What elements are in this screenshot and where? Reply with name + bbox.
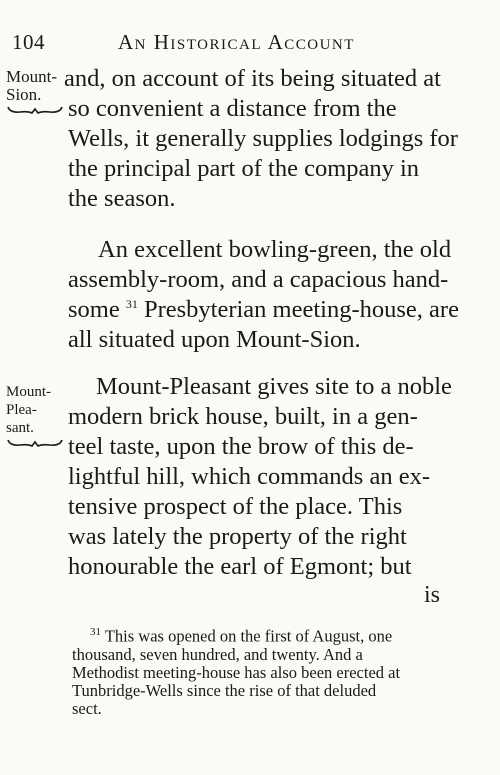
text-line: lightful hill, which commands an ex- <box>68 463 430 490</box>
footnote-line: Tunbridge-Wells since the rise of that deluded <box>72 680 377 700</box>
margin-note-line: sant. <box>6 420 34 436</box>
page-number: 104 <box>12 30 45 54</box>
footnote-line: thousand, seven hundred, and twenty. And a <box>72 644 363 664</box>
footnote-marker: 31 <box>90 626 101 638</box>
text-line <box>68 295 459 325</box>
footnote-reference[interactable]: 31 <box>125 296 138 311</box>
running-title: An Historical Account <box>118 30 355 54</box>
margin-note-mount-sion <box>6 68 64 116</box>
text-fragment: some <box>68 296 120 323</box>
text-line: tensive prospect of the place. This <box>68 493 403 520</box>
text-line: Wells, it generally supplies lodgings for <box>68 125 458 152</box>
text-line: so convenient a distance from the <box>68 95 397 122</box>
swash-ornament-icon <box>6 437 64 449</box>
margin-note-line: Plea- <box>6 402 37 418</box>
text-line: Mount-Pleasant gives site to a noble <box>96 373 452 400</box>
margin-note-line: Mount- <box>6 67 57 86</box>
margin-note-line: Mount- <box>6 384 51 400</box>
text-line: was lately the property of the right <box>68 523 407 550</box>
text-line: the principal part of the company in <box>68 155 420 182</box>
text-line: and, on account of its being situated at <box>64 65 441 92</box>
text-line: An excellent bowling-green, the old <box>98 236 452 263</box>
catchword: is <box>423 582 440 608</box>
swash-ornament-icon <box>6 104 64 116</box>
footnote <box>72 623 462 718</box>
footnote-line: Methodist meeting-house has also been erected at <box>72 662 401 682</box>
footnote-text: This was opened on the first of August, one <box>104 626 393 646</box>
margin-note-mount-pleasant <box>6 383 64 449</box>
running-head <box>0 30 500 54</box>
text-line: honourable the earl of Egmont; but <box>68 553 412 580</box>
text-line: all situated upon Mount-Sion. <box>68 326 361 353</box>
footnote-line <box>90 623 462 646</box>
paragraph-1 <box>64 64 458 214</box>
text-line: assembly-room, and a capacious hand- <box>68 266 449 293</box>
text-fragment: Presbyterian meeting-house, are <box>143 296 459 323</box>
text-line: the season. <box>68 185 176 212</box>
footnote-line: sect. <box>72 698 102 718</box>
text-line: modern brick house, built, in a gen- <box>68 403 418 430</box>
paragraph-2 <box>68 235 459 355</box>
text-line: teel taste, upon the brow of this de- <box>68 433 414 460</box>
margin-note-line: Sion. <box>6 85 42 104</box>
paragraph-3 <box>68 372 452 582</box>
